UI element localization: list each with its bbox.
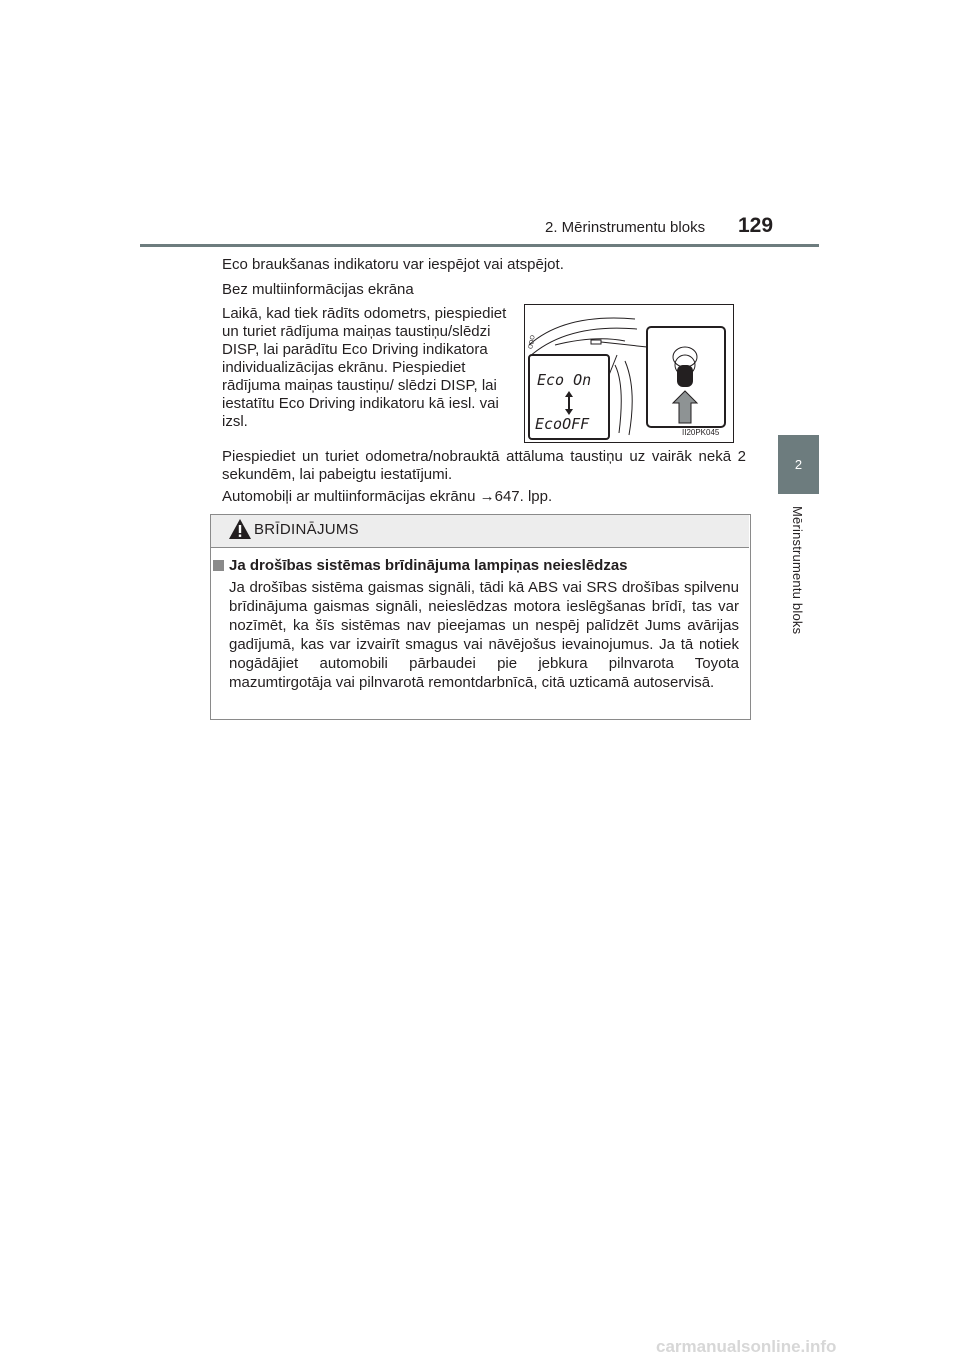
header-rule (140, 244, 819, 247)
chapter-side-title: Mērinstrumentu bloks (790, 506, 805, 635)
illustration-code: II20PK045 (682, 428, 720, 437)
reference-text: Automobiļi ar multiinformācijas ekrānu →647. lpp. (222, 488, 553, 505)
warning-triangle-icon (228, 518, 252, 540)
intro-text: Eco braukšanas indikatoru var iespējot vai atspējot. (222, 256, 564, 273)
warning-subheading: Ja drošības sistēmas brīdinājuma lampiņas neieslēdzas (229, 557, 628, 574)
warning-body: Ja drošības sistēma gaismas signāli, tādi kā ABS vai SRS drošības spilvenu brīdinājuma gaismas signāli, neieslēdzas motora ieslēgšanas brīdī, tas var nozīmēt, ka šīs sistēmas nav pieejamas un nespēj palīdzēt Jums avārijas gadījumā, kas var izvairīt smagus vai nāvējošus ievainojumus. Ja tā notiek nogādājiet automobili pārbaudei pie jebkura pilnvarota Toyota mazumtirgotāja vai pilnvarotā remontdarbnīcā, citā uzticamā autoservisā. (229, 579, 739, 691)
header-section-title: 2. Mērinstrumentu bloks (545, 219, 706, 236)
chapter-tab-number: 2 (794, 457, 803, 472)
illustration (524, 304, 734, 443)
subheading: Bez multiinformācijas ekrāna (222, 281, 414, 298)
step-text: Laikā, kad tiek rādīts odometrs, piespiediet un turiet rādījuma maiņas taustiņu/slēdzi DISP, lai parādītu Eco Driving indikatora individualizācijas ekrānu. Piespiediet rādījuma maiņas taustiņu/ slēdzi DISP, lai iestatītu Eco Driving indikatoru kā iesl. vai izsl. (222, 305, 507, 430)
display-eco-off: EcoOFF (535, 415, 590, 433)
finish-text: Piespiediet un turiet odometra/nobrauktā attāluma taustiņu uz vairāk nekā 2 sekundēm, lai pabeigtu iestatījumi. (222, 448, 746, 483)
footer-watermark[interactable]: carmanualsonline.info (656, 1337, 837, 1356)
page-number: 129 (738, 214, 774, 237)
svg-text:ODO: ODO (527, 334, 537, 350)
square-bullet-icon (213, 560, 224, 571)
warning-title: BRĪDINĀJUMS (254, 521, 359, 538)
display-eco-on: Eco On (537, 371, 592, 389)
instrument-cluster-illustration (525, 305, 733, 442)
